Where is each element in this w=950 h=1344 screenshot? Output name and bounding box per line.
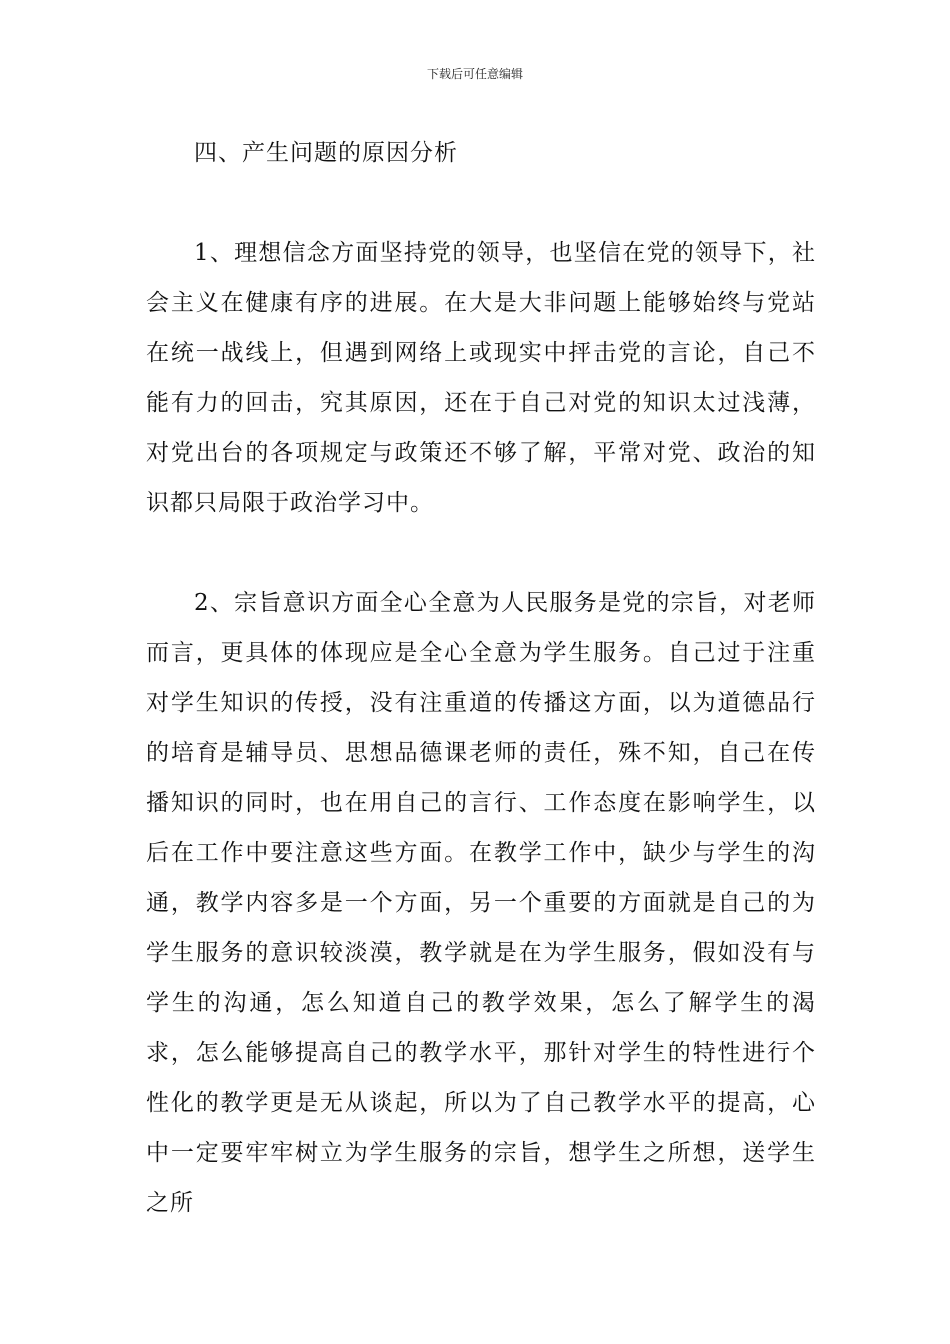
paragraph-ideals-beliefs: 1、理想信念方面坚持党的领导，也坚信在党的领导下，社会主义在健康有序的进展。在大是大非问题上能够始终与党站在统一战线上，但遇到网络上或现实中抨击党的言论，自己不能有力的回击，究其原因，还在于自己对党的知识太过浅薄，对党出台的各项规定与政策还不够了解，平常对党、政治的知识都只局限于政治学习中。 xyxy=(146,240,816,516)
paragraph-purpose-awareness: 2、宗旨意识方面全心全意为人民服务是党的宗旨，对老师而言，更具体的体现应是全心全意为学生服务。自己过于注重对学生知识的传授，没有注重道的传播这方面，以为道德品行的培育是辅导员、思想品德课老师的责任，殊不知，自己在传播知识的同时，也在用自己的言行、工作态度在影响学生，以后在工作中要注意这些方面。在教学工作中，缺少与学生的沟通，教学内容多是一个方面，另一个重要的方面就是自己的为学生服务的意识较淡漠，教学就是在为学生服务，假如没有与学生的沟通，怎么知道自己的教学效果，怎么了解学生的渴求，怎么能够提高自己的教学水平，那针对学生的特性进行个性化的教学更是无从谈起，所以为了自己教学水平的提高，心中一定要牢牢树立为学生服务的宗旨，想学生之所想，送学生之所 xyxy=(146,590,816,1216)
page-header-note: 下载后可任意编辑 xyxy=(426,67,523,81)
section-heading: 四、产生问题的原因分析 xyxy=(194,140,458,166)
document-body xyxy=(146,128,816,1228)
